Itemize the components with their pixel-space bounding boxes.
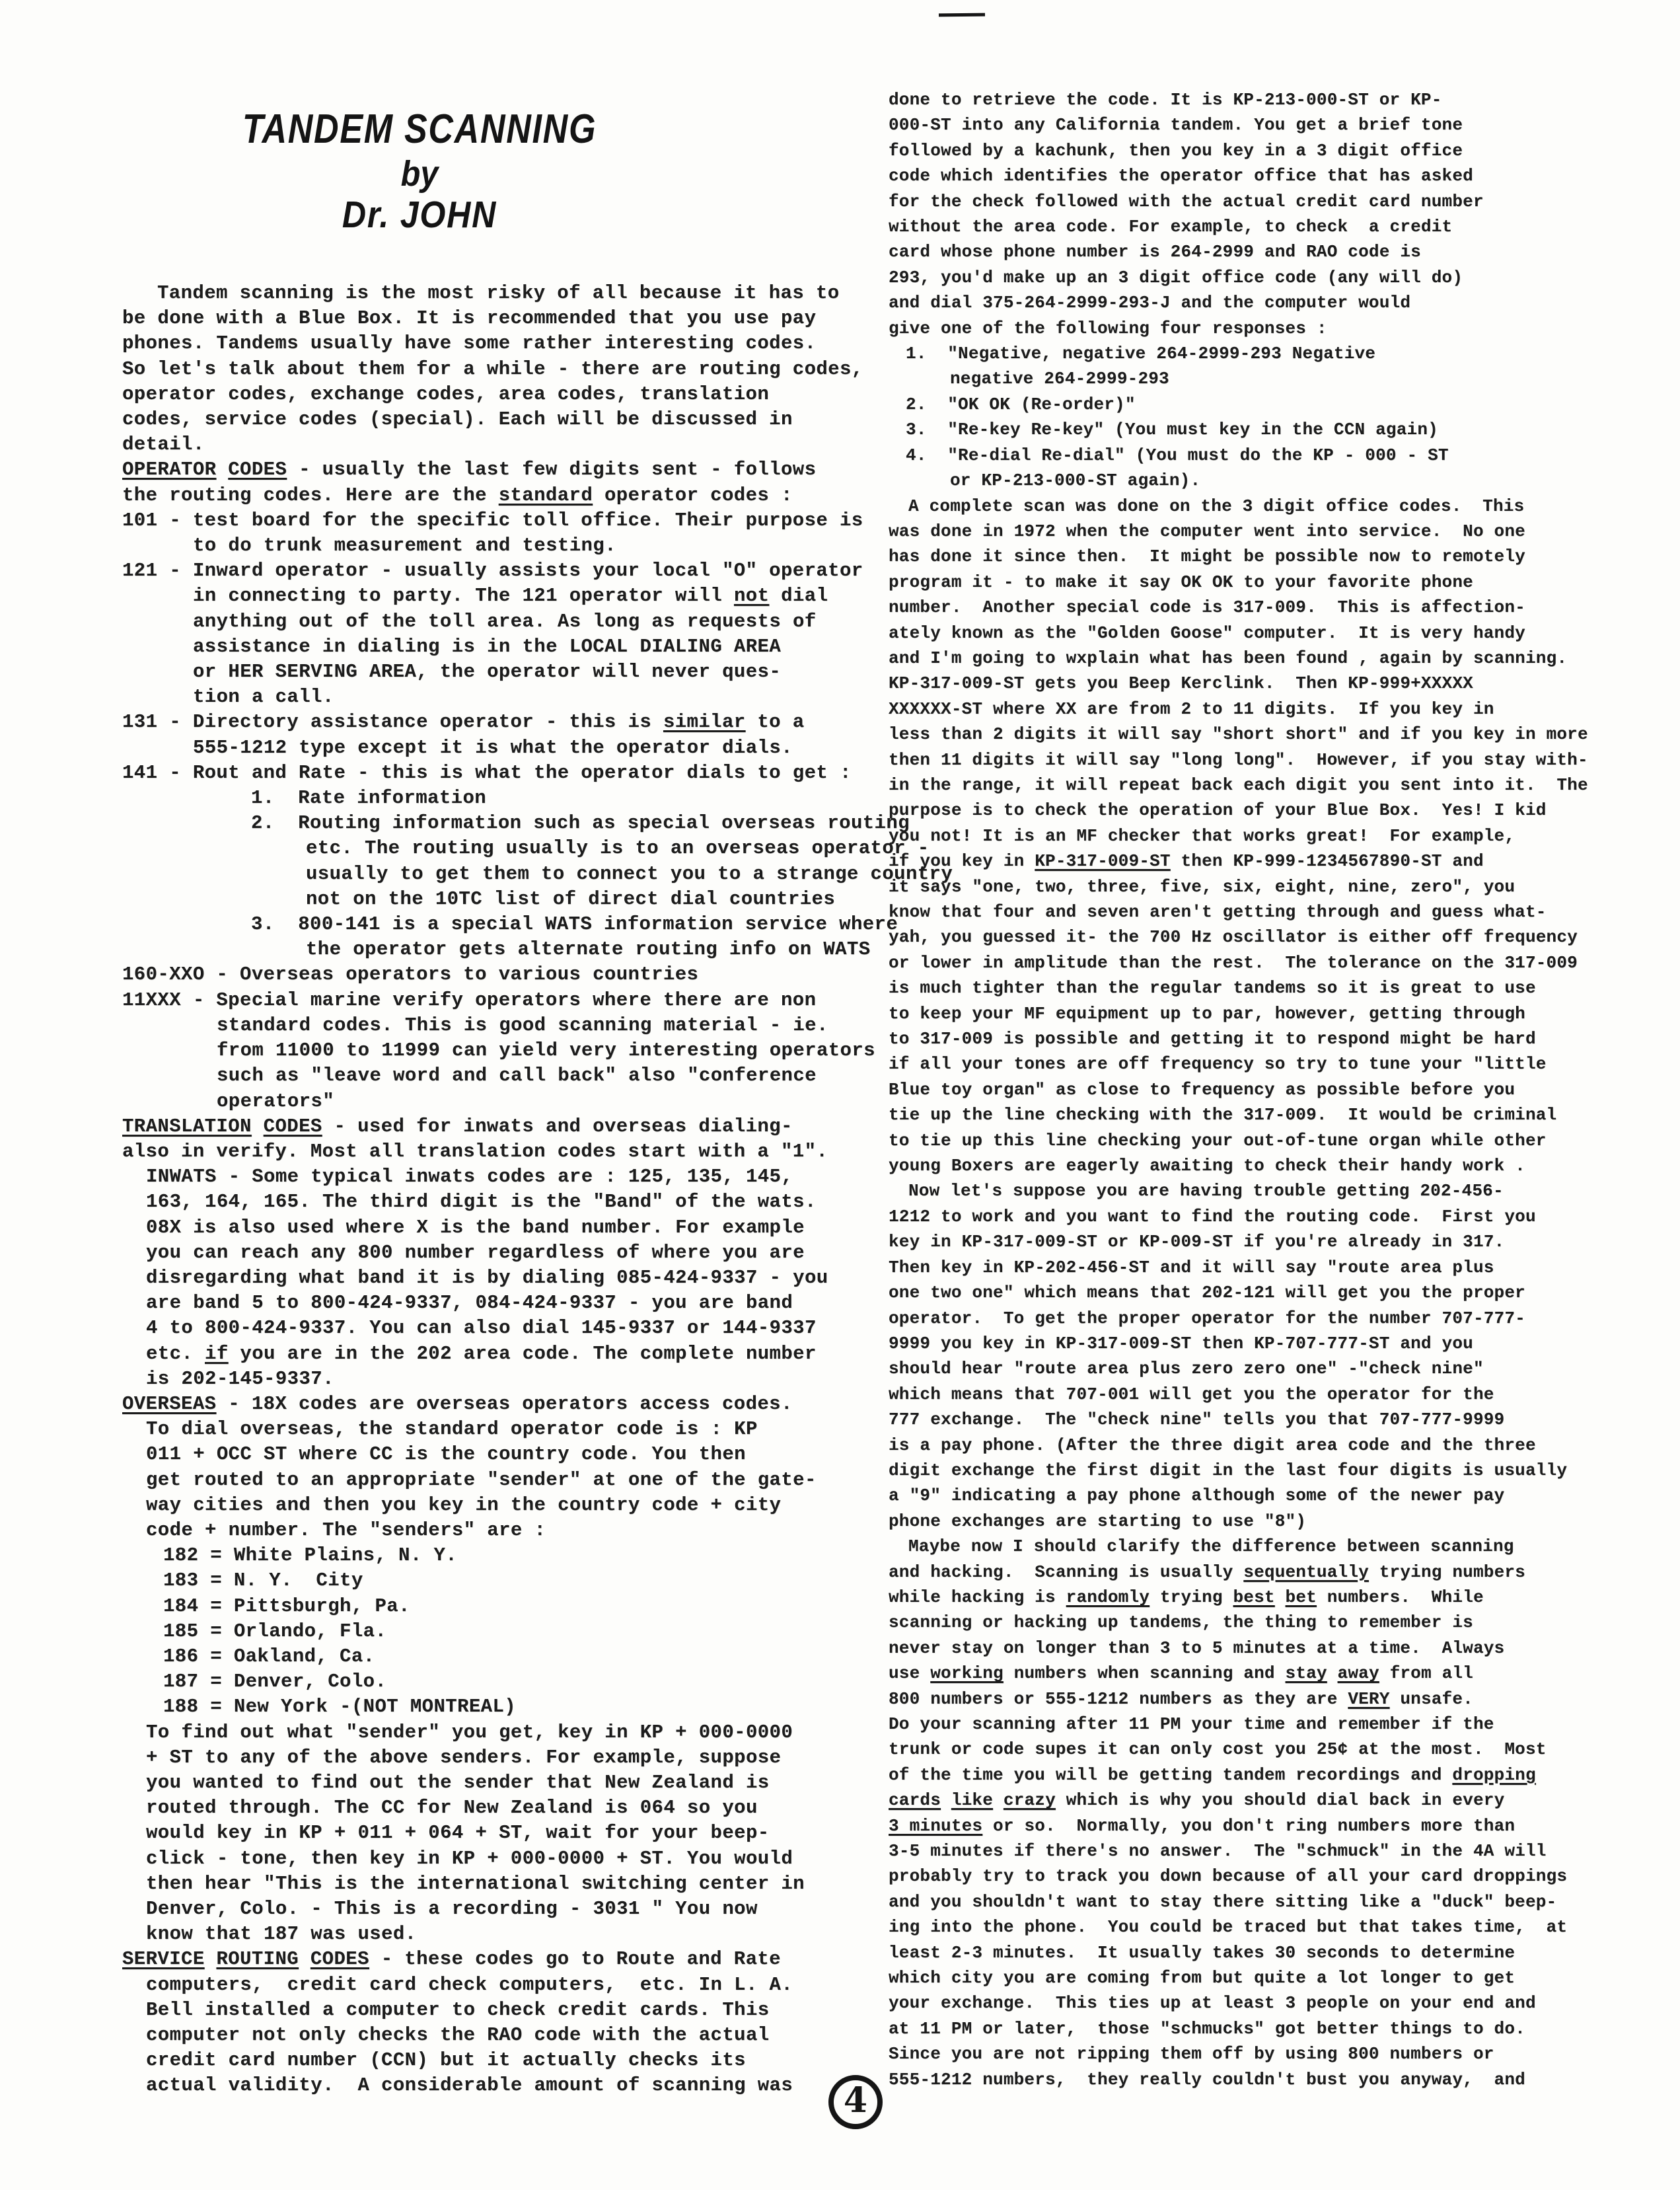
text-line: one two one" which means that 202-121 will get you the proper <box>889 1283 1525 1303</box>
text-line: probably try to track you down because of all your card droppings <box>889 1866 1568 1887</box>
text-line: at 11 PM or later, those "schmucks" got better things to do. <box>889 2018 1525 2039</box>
title-line-by: by <box>400 154 439 194</box>
text-block <box>122 1543 849 1719</box>
text-block <box>889 392 1619 417</box>
text-line: to 317-009 is possible and getting it to respond might be hard <box>889 1029 1536 1049</box>
text-line: 187 = Denver, Colo. <box>163 1671 387 1693</box>
underlined-text: OPERATOR <box>122 459 217 481</box>
text-line: operators" <box>217 1090 335 1112</box>
text-block <box>889 417 1619 442</box>
text-line: usually to get them to connect you to a strange country <box>306 862 953 885</box>
text-line: not on the 10TC list of direct dial countries <box>306 887 836 910</box>
text-line: 1212 to work and you want to find the routing code. First you <box>889 1206 1536 1227</box>
text-block <box>122 710 849 760</box>
text-line: 188 = New York -(NOT MONTREAL) <box>163 1696 517 1718</box>
underlined-text: if <box>205 1342 229 1365</box>
text-line: 101 - test board for the specific toll office. Their purpose is <box>122 509 863 531</box>
text-line: which means that 707-001 will get you the operator for the <box>889 1384 1494 1404</box>
text-line: know that 187 was used. <box>146 1923 417 1945</box>
text-line: tie up the line checking with the 317-009. It would be criminal <box>889 1105 1557 1125</box>
text-line: 4 to 800-424-9337. You can also dial 145-9337 or 144-9337 <box>146 1317 817 1340</box>
text-line: you not! It is an MF checker that works great! For example, <box>889 825 1516 846</box>
text-line: Blue toy organ" as close to frequency as possible before you <box>889 1079 1516 1100</box>
text-line: then hear "This is the international switching center in <box>146 1872 805 1895</box>
text-line: cards like crazy which is why you should dial back in every <box>889 1790 1505 1811</box>
top-crop-mark <box>939 13 985 17</box>
text-line: 3-5 minutes if there's no answer. The "schmuck" in the 4A will <box>889 1841 1547 1862</box>
text-line: Now let's suppose you are having trouble getting 202-456- <box>908 1181 1504 1201</box>
underlined-text: dropping <box>1452 1764 1536 1785</box>
text-line: TRANSLATION CODES - used for inwats and overseas dialing- <box>122 1115 793 1137</box>
underlined-text: working <box>930 1663 1004 1684</box>
text-block <box>122 962 849 987</box>
text-line: 11XXX - Special marine verify operators where there are non <box>122 989 817 1011</box>
text-block <box>122 558 863 710</box>
text-line: scanning or hacking up tandems, the thing to remember is <box>889 1612 1473 1633</box>
text-line: should hear "route area plus zero zero one" -"check nine" <box>889 1359 1484 1379</box>
text-line: 3. 800-141 is a special WATS information service where <box>251 913 898 936</box>
text-line: or KP-213-000-ST again). <box>950 471 1201 491</box>
text-block <box>122 912 898 962</box>
underlined-text: OVERSEAS <box>122 1392 217 1415</box>
text-line: 3 minutes or so. Normally, you don't ring numbers more than <box>889 1815 1516 1836</box>
text-line: is 202-145-9337. <box>146 1367 334 1390</box>
text-line: your exchange. This ties up at least 3 people on your end and <box>889 1993 1536 2014</box>
text-line: computer not only checks the RAO code with the actual <box>146 2024 770 2047</box>
text-line: OVERSEAS - 18X codes are overseas operators access codes. <box>122 1392 793 1415</box>
text-line: operator codes, exchange codes, area codes, translation <box>122 383 770 405</box>
text-line: click - tone, then key in KP + 000-0000 + ST. You would <box>146 1847 793 1869</box>
text-line: the operator gets alternate routing info on WATS <box>306 938 871 961</box>
text-line: 183 = N. Y. City <box>163 1569 363 1592</box>
text-line: or lower in amplitude than the rest. The tolerance on the 317-009 <box>889 952 1578 973</box>
text-line: use working numbers when scanning and stay away from all <box>889 1663 1473 1684</box>
text-block <box>889 443 1619 494</box>
text-line: 555-1212 numbers, they really couldn't bust you anyway, and <box>889 2069 1525 2090</box>
text-line: then 11 digits it will say "long long". However, if you stay with- <box>889 749 1588 770</box>
text-block <box>122 1392 849 1417</box>
text-line: routed through. The CC for New Zealand is 064 so you <box>146 1797 758 1819</box>
text-block <box>122 1164 849 1392</box>
text-line: phones. Tandems usually have some rather interesting codes. <box>122 332 817 355</box>
underlined-text: bet <box>1285 1587 1317 1607</box>
text-line: yah, you guessed it- the 700 Hz oscillator is either off frequency <box>889 927 1578 948</box>
text-block <box>122 988 875 1114</box>
title-line-main: TANDEM SCANNING <box>242 106 597 152</box>
text-line: A complete scan was done on the 3 digit office codes. This <box>908 496 1525 516</box>
right-column <box>889 87 1619 2092</box>
text-line: 141 - Rout and Rate - this is what the operator dials to get : <box>122 761 852 784</box>
text-line: tion a call. <box>193 686 334 708</box>
text-line: would key in KP + 011 + 064 + ST, wait for your beep- <box>146 1822 770 1844</box>
text-line: purpose is to check the operation of your Blue Box. Yes! I kid <box>889 800 1547 821</box>
text-line: you wanted to find out the sender that New Zealand is <box>146 1771 770 1794</box>
text-line: card whose phone number is 264-2999 and RAO code is <box>889 242 1421 262</box>
text-line: know that four and seven aren't getting through and guess what- <box>889 902 1547 922</box>
text-line: 3. "Re-key Re-key" (You must key in the CCN again) <box>906 420 1438 440</box>
text-block <box>122 457 849 508</box>
text-line: 555-1212 type except it is what the operator dials. <box>193 736 793 759</box>
underlined-text: standard <box>498 484 593 506</box>
text-line: of the time you will be getting tandem recordings and dropping <box>889 1764 1536 1785</box>
title-line-author: Dr. JOHN <box>342 194 497 236</box>
text-line: 000-ST into any California tandem. You get a brief tone <box>889 115 1463 135</box>
text-line: code + number. The "senders" are : <box>146 1519 546 1541</box>
text-line: such as "leave word and call back" also "conference <box>217 1065 817 1087</box>
text-line: 2. "OK OK (Re-order)" <box>906 394 1136 414</box>
text-line: are band 5 to 800-424-9337, 084-424-9337 - you are band <box>146 1292 793 1314</box>
text-line: Maybe now I should clarify the difference between scanning <box>908 1536 1514 1557</box>
text-line: etc. The routing usually is to an overseas operator - <box>306 837 930 860</box>
text-line: least 2-3 minutes. It usually takes 30 seconds to determine <box>889 1942 1516 1963</box>
text-line: also in verify. Most all translation codes start with a "1". <box>122 1140 828 1162</box>
text-line: 777 exchange. The "check nine" tells you that 707-777-9999 <box>889 1410 1505 1430</box>
text-line: way cities and then you key in the country code + city <box>146 1493 782 1516</box>
text-line: disregarding what band it is by dialing 085-424-9337 - you <box>146 1266 828 1289</box>
page-number-badge <box>828 2075 883 2129</box>
text-line: assistance in dialing is in the LOCAL DIALING AREA <box>193 635 782 658</box>
text-line: operator. To get the proper operator for the number 707-777- <box>889 1308 1525 1328</box>
text-line: ately known as the "Golden Goose" computer. It is very handy <box>889 623 1525 643</box>
text-line: and you shouldn't want to stay there sitting like a "duck" beep- <box>889 1891 1557 1912</box>
text-line: 163, 164, 165. The third digit is the "Band" of the wats. <box>146 1191 817 1213</box>
text-block <box>122 786 849 811</box>
text-block <box>889 1534 1619 2092</box>
text-line: number. Another special code is 317-009. This is affection- <box>889 597 1525 618</box>
text-line: while hacking is randomly trying best bet numbers. While <box>889 1587 1484 1607</box>
text-line: never stay on longer than 3 to 5 minutes at a time. Always <box>889 1638 1505 1658</box>
text-line: code which identifies the operator office that has asked <box>889 166 1473 186</box>
text-line: Do your scanning after 11 PM your time and remember if the <box>889 1714 1494 1734</box>
text-line: 1. "Negative, negative 264-2999-293 Negative <box>906 344 1376 364</box>
text-line: if all your tones are off frequency so try to tune your "little <box>889 1054 1547 1075</box>
text-line: be done with a Blue Box. It is recommended that you use pay <box>122 307 817 330</box>
underlined-text: stay <box>1285 1663 1327 1684</box>
text-line: To dial overseas, the standard operator code is : KP <box>146 1418 758 1441</box>
underlined-text: cards <box>889 1790 941 1811</box>
text-line: to tie up this line checking your out-of-tune organ while other <box>889 1130 1547 1151</box>
text-line: and hacking. Scanning is usually sequentually trying numbers <box>889 1562 1525 1582</box>
text-line: 9999 you key in KP-317-009-ST then KP-707-777-ST and you <box>889 1333 1473 1353</box>
text-line: is much tighter than the regular tandems so it is great to use <box>889 978 1536 999</box>
text-line: Tandem scanning is the most risky of all because it has to <box>157 282 840 304</box>
page-number: 4 <box>843 2080 868 2121</box>
text-line: without the area code. For example, to check a credit <box>889 217 1453 237</box>
underlined-text: ROUTING <box>216 1948 299 1971</box>
text-line: was done in 1972 when the computer went into service. No one <box>889 521 1525 541</box>
text-line: computers, credit card check computers, etc. In L. A. <box>146 1973 793 1996</box>
text-line: 182 = White Plains, N. Y. <box>163 1544 458 1567</box>
underlined-text: crazy <box>1003 1790 1056 1811</box>
text-line: 160-XXO - Overseas operators to various countries <box>122 963 699 986</box>
text-line: phone exchanges are starting to use "8") <box>889 1511 1307 1531</box>
text-line: 293, you'd make up an 3 digit office code (any will do) <box>889 267 1463 287</box>
underlined-text: CODES <box>228 459 287 481</box>
text-block <box>889 341 1619 392</box>
text-line: done to retrieve the code. It is KP-213-000-ST or KP- <box>889 90 1442 110</box>
underlined-text: TRANSLATION <box>122 1115 252 1137</box>
text-line: 185 = Orlando, Fla. <box>163 1620 387 1642</box>
text-line: is a pay phone. (After the three digit area code and the three <box>889 1435 1536 1455</box>
text-line: credit card number (CCN) but it actually checks its <box>146 2049 746 2072</box>
text-block <box>122 1114 849 1164</box>
text-line: the routing codes. Here are the standard operator codes : <box>122 484 793 506</box>
text-line: if you key in KP-317-009-ST then KP-999-1234567890-ST and <box>889 851 1484 872</box>
text-line: you can reach any 800 number regardless of where you are <box>146 1241 805 1264</box>
text-line: 011 + OCC ST where CC is the country code. You then <box>146 1443 746 1466</box>
text-line: negative 264-2999-293 <box>950 369 1169 389</box>
text-line: 121 - Inward operator - usually assists your local "O" operator <box>122 560 863 582</box>
text-line: ing into the phone. You could be traced but that takes time, at <box>889 1917 1568 1938</box>
text-line: 131 - Directory assistance operator - this is similar to a <box>122 711 805 734</box>
text-line: KP-317-009-ST gets you Beep Kerclink. Then KP-999+XXXXX <box>889 673 1473 694</box>
underlined-text: VERY <box>1348 1688 1390 1709</box>
text-line: + ST to any of the above senders. For example, suppose <box>146 1746 782 1768</box>
text-line: To find out what "sender" you get, key in KP + 000-0000 <box>146 1721 793 1743</box>
text-line: give one of the following four responses : <box>889 318 1327 338</box>
text-line: 2. Routing information such as special overseas routing <box>251 812 910 835</box>
underlined-text: SERVICE <box>122 1948 205 1971</box>
underlined-text: away <box>1337 1663 1379 1684</box>
underlined-text: like <box>951 1790 994 1811</box>
text-line: Since you are not ripping them off by using 800 numbers or <box>889 2044 1494 2064</box>
text-block <box>122 281 863 457</box>
text-line: detail. <box>122 434 205 456</box>
text-line: and dial 375-264-2999-293-J and the computer would <box>889 293 1411 313</box>
text-block <box>889 1178 1619 1534</box>
text-line: trunk or code supes it can only cost you 25¢ at the most. Most <box>889 1739 1547 1760</box>
text-block <box>122 1720 849 1947</box>
text-line: 4. "Re-dial Re-dial" (You must do the KP - 000 - ST <box>906 445 1449 465</box>
text-line: INWATS - Some typical inwats codes are : 125, 135, 145, <box>146 1166 793 1188</box>
text-line: 800 numbers or 555-1212 numbers as they are VERY unsafe. <box>889 1688 1473 1709</box>
text-line: Denver, Colo. - This is a recording - 3031 " You now <box>146 1898 758 1920</box>
text-line: Then key in KP-202-456-ST and it will say "route area plus <box>889 1257 1494 1277</box>
text-line: anything out of the toll area. As long as requests of <box>193 610 817 632</box>
text-block <box>122 1417 849 1543</box>
text-line: followed by a kachunk, then you key in a 3 digit office <box>889 140 1463 161</box>
text-line: young Boxers are eagerly awaiting to check their handy work . <box>889 1156 1525 1176</box>
text-line: less than 2 digits it will say "short short" and if you key in more <box>889 724 1588 745</box>
text-line: in the range, it will repeat back each digit you sent into it. The <box>889 774 1588 795</box>
text-line: which city you are coming from but quite a lot longer to get <box>889 1968 1516 1988</box>
text-line: a "9" indicating a pay phone although some of the newer pay <box>889 1486 1505 1506</box>
underlined-text: not <box>733 585 770 607</box>
text-line: codes, service codes (special). Each will be discussed in <box>122 408 793 431</box>
underlined-text: best <box>1233 1587 1275 1607</box>
text-line: 08X is also used where X is the band number. For example <box>146 1216 805 1238</box>
text-line: 186 = Oakland, Ca. <box>163 1645 375 1667</box>
underlined-text: 3 minutes <box>889 1815 983 1836</box>
text-line: So let's talk about them for a while - there are routing codes, <box>122 358 863 380</box>
text-line: in connecting to party. The 121 operator will not dial <box>193 585 828 607</box>
text-line: actual validity. A considerable amount of scanning was <box>146 2074 793 2097</box>
text-line: for the check followed with the actual credit card number <box>889 191 1484 211</box>
underlined-text: CODES <box>310 1948 369 1971</box>
text-line: SERVICE ROUTING CODES - these codes go to Route and Rate <box>122 1948 781 1971</box>
text-block <box>889 87 1619 341</box>
text-block <box>889 494 1619 1179</box>
text-line: from 11000 to 11999 can yield very interesting operators <box>217 1039 875 1062</box>
text-line: standard codes. This is good scanning material - ie. <box>217 1014 828 1036</box>
text-line: digit exchange the first digit in the last four digits is usually <box>889 1460 1568 1480</box>
underlined-text: sequentually <box>1243 1562 1369 1582</box>
underlined-text: CODES <box>263 1115 322 1137</box>
text-line: and I'm going to wxplain what has been found , again by scanning. <box>889 648 1568 668</box>
text-block <box>122 811 953 912</box>
text-block <box>122 508 863 558</box>
text-line: has done it since then. It might be possible now to remotely <box>889 547 1525 567</box>
text-line: to keep your MF equipment up to par, however, getting through <box>889 1003 1525 1024</box>
text-line: etc. if you are in the 202 area code. The complete number <box>146 1342 817 1365</box>
text-line: program it - to make it say OK OK to your favorite phone <box>889 572 1473 592</box>
text-line: to do trunk measurement and testing. <box>193 535 616 557</box>
text-line: 1. Rate information <box>251 787 487 810</box>
underlined-text: randomly <box>1066 1587 1150 1607</box>
text-line: or HER SERVING AREA, the operator will never ques- <box>193 661 782 683</box>
text-line: it says "one, two, three, five, six, eight, nine, zero", you <box>889 876 1516 897</box>
text-line: 184 = Pittsburgh, Pa. <box>163 1595 410 1617</box>
text-line: Bell installed a computer to check credit cards. This <box>146 1998 770 2021</box>
text-block <box>122 1947 849 2098</box>
underlined-text: KP-317-009-ST <box>1035 851 1171 872</box>
text-line: get routed to an appropriate "sender" at one of the gate- <box>146 1468 817 1491</box>
text-line: XXXXXX-ST where XX are from 2 to 11 digits. If you key in <box>889 699 1494 719</box>
underlined-text: similar <box>663 711 746 734</box>
article-title <box>122 106 717 235</box>
text-block <box>122 761 852 786</box>
text-line: key in KP-317-009-ST or KP-009-ST if you're already in 317. <box>889 1232 1505 1252</box>
text-line: OPERATOR CODES - usually the last few digits sent - follows <box>122 459 817 481</box>
